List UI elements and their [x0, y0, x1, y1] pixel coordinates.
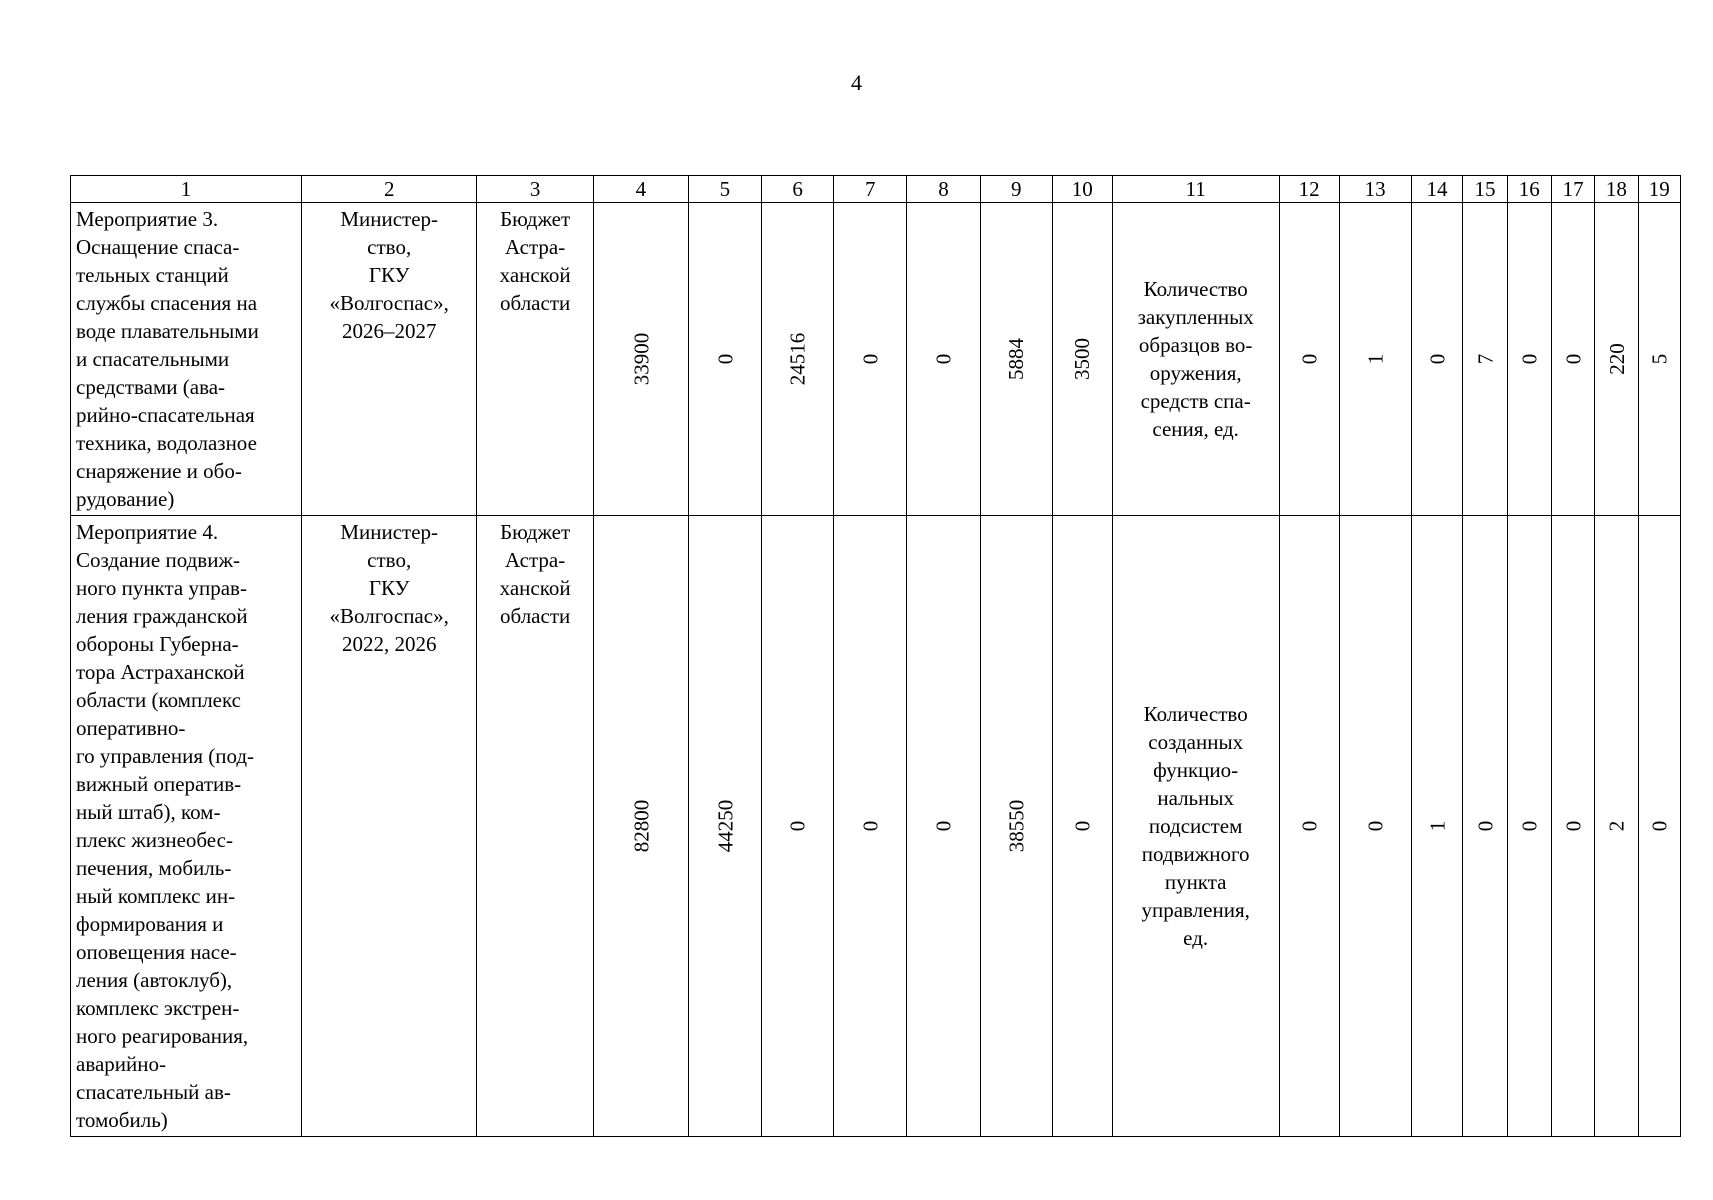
indicator-value-cell: 220: [1595, 203, 1638, 516]
column-number: 11: [1112, 176, 1279, 203]
amount-cell: 0: [762, 516, 834, 1137]
column-numbers-row: [71, 176, 1681, 203]
amount-cell: 0: [834, 203, 907, 516]
executor-cell: Министер- ство, ГКУ «Волгоспас», 2026–2027: [302, 203, 477, 516]
column-number: 14: [1411, 176, 1463, 203]
amount-cell: 24516: [762, 203, 834, 516]
indicator-value-cell: 0: [1279, 203, 1339, 516]
activity-cell: Мероприятие 3. Оснащение спаса- тельных станций службы спасения на воде плавательными и спасательными средствами (ава- рийно-спасательная техника, водолазное снаряжение и обо- рудование): [71, 203, 302, 516]
table-row: [71, 516, 1681, 1137]
column-number: 6: [762, 176, 834, 203]
amount-cell: 0: [1052, 516, 1112, 1137]
page-number: 4: [851, 70, 862, 95]
column-number: 10: [1052, 176, 1112, 203]
activities-table: [70, 175, 1681, 1137]
amount-cell: 0: [907, 203, 980, 516]
column-number: 19: [1638, 176, 1680, 203]
amount-cell: 38550: [980, 516, 1052, 1137]
amount-cell: 82800: [593, 516, 688, 1137]
column-number: 7: [834, 176, 907, 203]
column-number: 13: [1339, 176, 1411, 203]
indicator-value-cell: 0: [1507, 203, 1551, 516]
column-number: 1: [71, 176, 302, 203]
amount-cell: 0: [907, 516, 980, 1137]
indicator-value-cell: 0: [1463, 516, 1507, 1137]
amount-cell: 33900: [593, 203, 688, 516]
column-number: 2: [302, 176, 477, 203]
column-number: 16: [1507, 176, 1551, 203]
column-number: 15: [1463, 176, 1507, 203]
indicator-value-cell: 0: [1339, 516, 1411, 1137]
indicator-cell: Количество созданных функцио- нальных подсистем подвижного пункта управления, ед.: [1112, 516, 1279, 1137]
indicator-value-cell: 0: [1551, 516, 1594, 1137]
amount-cell: 0: [688, 203, 761, 516]
indicator-value-cell: 7: [1463, 203, 1507, 516]
amount-cell: 5884: [980, 203, 1052, 516]
indicator-value-cell: 2: [1595, 516, 1638, 1137]
column-number: 3: [477, 176, 594, 203]
amount-cell: 3500: [1052, 203, 1112, 516]
indicator-value-cell: 0: [1507, 516, 1551, 1137]
amount-cell: 0: [834, 516, 907, 1137]
activity-cell: Мероприятие 4. Создание подвиж- ного пункта управ- ления гражданской обороны Губерна- тора Астраханской области (комплекс оперативно- го управления (под- вижный оператив- ный штаб), ком- плекс жизнеобес- печения, мобиль- ный комплекс ин- формирования и оповещения насе- ления (автоклуб), комплекс экстрен- ного реагирования, аварийно- спасательный ав- томобиль): [71, 516, 302, 1137]
indicator-value-cell: 1: [1339, 203, 1411, 516]
executor-cell: Министер- ство, ГКУ «Волгоспас», 2022, 2026: [302, 516, 477, 1137]
indicator-value-cell: 1: [1411, 516, 1463, 1137]
amount-cell: 44250: [688, 516, 761, 1137]
column-number: 8: [907, 176, 980, 203]
indicator-value-cell: 0: [1411, 203, 1463, 516]
column-number: 9: [980, 176, 1052, 203]
column-number: 17: [1551, 176, 1594, 203]
indicator-value-cell: 0: [1551, 203, 1594, 516]
column-number: 4: [593, 176, 688, 203]
indicator-value-cell: 0: [1638, 516, 1680, 1137]
table-row: [71, 203, 1681, 516]
funding-source-cell: Бюджет Астра- ханской области: [477, 516, 594, 1137]
indicator-value-cell: 5: [1638, 203, 1680, 516]
indicator-cell: Количество закупленных образцов во- оружения, средств спа- сения, ед.: [1112, 203, 1279, 516]
indicator-value-cell: 0: [1279, 516, 1339, 1137]
column-number: 5: [688, 176, 761, 203]
column-number: 18: [1595, 176, 1638, 203]
column-number: 12: [1279, 176, 1339, 203]
funding-source-cell: Бюджет Астра- ханской области: [477, 203, 594, 516]
